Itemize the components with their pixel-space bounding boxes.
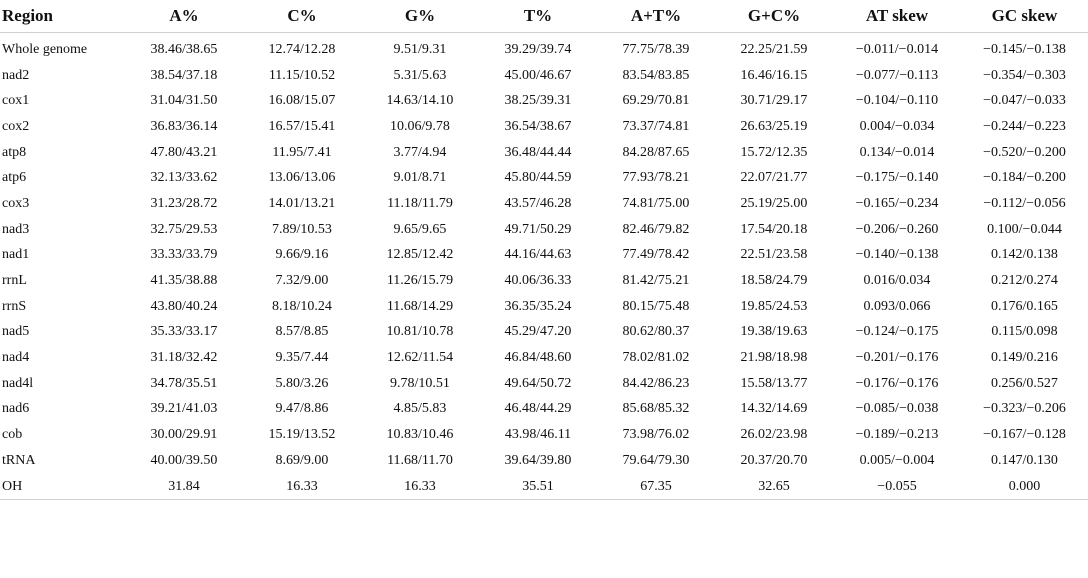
value-cell: 45.29/47.20 xyxy=(504,324,572,340)
column-header: Region xyxy=(0,0,125,33)
value-cell: 15.72/12.35 xyxy=(740,144,808,160)
value-cell: 16.33 xyxy=(361,474,479,500)
region-cell: nad6 xyxy=(2,401,30,417)
value-cell: 5.31/5.63 xyxy=(393,67,447,83)
value-cell: 31.23/28.72 xyxy=(150,195,218,211)
table-row xyxy=(0,63,1088,89)
column-header: GC skew xyxy=(961,0,1088,33)
value-cell: 38.54/37.18 xyxy=(150,67,218,83)
value-cell: −0.167/−0.128 xyxy=(983,427,1066,443)
value-cell: 80.15/75.48 xyxy=(622,298,690,314)
value-cell: 5.80/3.26 xyxy=(275,375,329,391)
table-row xyxy=(0,474,1088,500)
value-cell: 0.212/0.274 xyxy=(991,273,1058,289)
value-cell: −0.189/−0.213 xyxy=(855,427,939,443)
column-header: A% xyxy=(125,0,243,33)
value-cell: 21.98/18.98 xyxy=(740,350,808,366)
value-cell: 13.06/13.06 xyxy=(268,170,336,186)
value-cell: 22.07/21.77 xyxy=(740,170,808,186)
value-cell: 11.18/11.79 xyxy=(387,195,453,211)
value-cell: 8.57/8.85 xyxy=(275,324,329,340)
value-cell: 16.57/15.41 xyxy=(268,118,336,134)
value-cell: 8.69/9.00 xyxy=(275,452,329,468)
value-cell: 9.35/7.44 xyxy=(275,350,329,366)
region-cell: nad4 xyxy=(2,350,30,366)
table-row xyxy=(0,33,1088,63)
table-row xyxy=(0,243,1088,269)
region-cell: OH xyxy=(0,474,125,500)
region-cell: cox3 xyxy=(2,195,30,211)
column-header: G+C% xyxy=(715,0,833,33)
value-cell: 49.71/50.29 xyxy=(504,221,572,237)
value-cell: 20.37/20.70 xyxy=(740,452,808,468)
value-cell: 77.49/78.42 xyxy=(622,247,690,263)
value-cell: 32.13/33.62 xyxy=(150,170,218,186)
region-cell: Whole genome xyxy=(2,41,88,57)
column-header: AT skew xyxy=(833,0,961,33)
value-cell: −0.104/−0.110 xyxy=(855,93,939,109)
value-cell: 41.35/38.88 xyxy=(150,273,218,289)
value-cell: 40.06/36.33 xyxy=(504,273,572,289)
table-row xyxy=(0,397,1088,423)
value-cell: 0.176/0.165 xyxy=(991,298,1058,314)
value-cell: −0.175/−0.140 xyxy=(855,170,939,186)
value-cell: −0.165/−0.234 xyxy=(855,195,939,211)
value-cell: 73.37/74.81 xyxy=(622,118,690,134)
value-cell: 16.46/16.15 xyxy=(740,67,808,83)
table-row xyxy=(0,422,1088,448)
value-cell: 80.62/80.37 xyxy=(622,324,690,340)
value-cell: 15.58/13.77 xyxy=(740,375,808,391)
value-cell: 78.02/81.02 xyxy=(622,350,690,366)
value-cell: 0.016/0.034 xyxy=(863,273,931,289)
value-cell: 0.134/−0.014 xyxy=(859,144,935,160)
value-cell: −0.011/−0.014 xyxy=(855,41,939,57)
value-cell: −0.140/−0.138 xyxy=(855,247,939,263)
value-cell: 43.98/46.11 xyxy=(504,427,572,443)
value-cell: 45.80/44.59 xyxy=(504,170,572,186)
table-row xyxy=(0,320,1088,346)
value-cell: 9.01/8.71 xyxy=(393,170,447,186)
value-cell: 36.54/38.67 xyxy=(504,118,572,134)
value-cell: 38.46/38.65 xyxy=(150,41,218,57)
value-cell: −0.085/−0.038 xyxy=(855,401,939,417)
value-cell: 22.25/21.59 xyxy=(740,41,808,57)
region-cell: nad5 xyxy=(2,324,30,340)
column-header: A+T% xyxy=(597,0,715,33)
value-cell: 0.093/0.066 xyxy=(863,298,931,314)
table-header xyxy=(0,0,1088,33)
value-cell: 0.115/0.098 xyxy=(991,324,1058,340)
value-cell: 7.89/10.53 xyxy=(272,221,332,237)
value-cell: 77.93/78.21 xyxy=(622,170,690,186)
value-cell: −0.077/−0.113 xyxy=(855,67,939,83)
value-cell: 46.48/44.29 xyxy=(504,401,572,417)
value-cell: 14.01/13.21 xyxy=(268,195,336,211)
value-cell: 39.21/41.03 xyxy=(150,401,218,417)
value-cell: 84.42/86.23 xyxy=(622,375,690,391)
table-row xyxy=(0,88,1088,114)
value-cell: 44.16/44.63 xyxy=(504,247,572,263)
value-cell: 10.06/9.78 xyxy=(390,118,450,134)
value-cell: 10.81/10.78 xyxy=(386,324,454,340)
header-row xyxy=(0,0,1088,33)
value-cell: 26.02/23.98 xyxy=(740,427,808,443)
value-cell: 0.005/−0.004 xyxy=(859,452,935,468)
column-header: T% xyxy=(479,0,597,33)
value-cell: 39.29/39.74 xyxy=(504,41,572,57)
value-cell: −0.354/−0.303 xyxy=(983,67,1066,83)
value-cell: 9.78/10.51 xyxy=(390,375,450,391)
value-cell: −0.055 xyxy=(833,474,961,500)
region-cell: cob xyxy=(2,427,23,443)
value-cell: 49.64/50.72 xyxy=(504,375,572,391)
region-cell: nad4l xyxy=(2,375,34,391)
value-cell: 12.62/11.54 xyxy=(386,350,454,366)
value-cell: 69.29/70.81 xyxy=(622,93,690,109)
value-cell: 46.84/48.60 xyxy=(504,350,572,366)
value-cell: 47.80/43.21 xyxy=(150,144,218,160)
value-cell: 0.142/0.138 xyxy=(991,247,1058,263)
value-cell: 9.51/9.31 xyxy=(393,41,447,57)
table-row xyxy=(0,345,1088,371)
value-cell: 11.26/15.79 xyxy=(386,273,454,289)
value-cell: 43.57/46.28 xyxy=(504,195,572,211)
region-cell: rrnS xyxy=(2,298,27,314)
value-cell: −0.184/−0.200 xyxy=(983,170,1066,186)
value-cell: −0.176/−0.176 xyxy=(855,375,939,391)
value-cell: 17.54/20.18 xyxy=(740,221,808,237)
value-cell: −0.323/−0.206 xyxy=(983,401,1066,417)
value-cell: 18.58/24.79 xyxy=(740,273,808,289)
value-cell: −0.124/−0.175 xyxy=(855,324,939,340)
value-cell: 30.71/29.17 xyxy=(740,93,808,109)
column-header: C% xyxy=(243,0,361,33)
value-cell: 30.00/29.91 xyxy=(150,427,218,443)
value-cell: 35.33/33.17 xyxy=(150,324,218,340)
table-row xyxy=(0,294,1088,320)
value-cell: 11.95/7.41 xyxy=(272,144,332,160)
region-cell: atp8 xyxy=(2,144,27,160)
value-cell: 35.51 xyxy=(479,474,597,500)
value-cell: −0.145/−0.138 xyxy=(983,41,1066,57)
value-cell: 12.85/12.42 xyxy=(386,247,454,263)
value-cell: 0.000 xyxy=(961,474,1088,500)
value-cell: 15.19/13.52 xyxy=(268,427,336,443)
value-cell: 4.85/5.83 xyxy=(393,401,447,417)
value-cell: 84.28/87.65 xyxy=(622,144,690,160)
value-cell: 9.47/8.86 xyxy=(275,401,329,417)
region-cell: rrnL xyxy=(2,273,27,289)
value-cell: 3.77/4.94 xyxy=(393,144,447,160)
value-cell: 14.63/14.10 xyxy=(386,93,454,109)
table-body xyxy=(0,33,1088,500)
value-cell: 73.98/76.02 xyxy=(622,427,690,443)
value-cell: 39.64/39.80 xyxy=(504,452,572,468)
value-cell: 38.25/39.31 xyxy=(504,93,572,109)
column-header: G% xyxy=(361,0,479,33)
value-cell: 32.65 xyxy=(715,474,833,500)
value-cell: 8.18/10.24 xyxy=(272,298,332,314)
table-row xyxy=(0,114,1088,140)
value-cell: 11.68/11.70 xyxy=(387,452,453,468)
region-cell: nad2 xyxy=(2,67,30,83)
value-cell: 40.00/39.50 xyxy=(150,452,218,468)
value-cell: −0.112/−0.056 xyxy=(983,195,1066,211)
value-cell: 9.65/9.65 xyxy=(393,221,447,237)
value-cell: 9.66/9.16 xyxy=(275,247,329,263)
value-cell: 31.84 xyxy=(125,474,243,500)
region-cell: cox2 xyxy=(2,118,30,134)
value-cell: 0.149/0.216 xyxy=(991,350,1058,366)
value-cell: 36.48/44.44 xyxy=(504,144,572,160)
value-cell: 85.68/85.32 xyxy=(622,401,690,417)
table-row xyxy=(0,140,1088,166)
value-cell: 31.04/31.50 xyxy=(150,93,218,109)
value-cell: 0.004/−0.034 xyxy=(859,118,935,134)
value-cell: 77.75/78.39 xyxy=(622,41,690,57)
region-cell: nad1 xyxy=(2,247,30,263)
value-cell: 32.75/29.53 xyxy=(150,221,218,237)
table-row xyxy=(0,165,1088,191)
table-row xyxy=(0,448,1088,474)
value-cell: 26.63/25.19 xyxy=(740,118,808,134)
value-cell: 11.15/10.52 xyxy=(268,67,336,83)
value-cell: 83.54/83.85 xyxy=(622,67,690,83)
value-cell: 7.32/9.00 xyxy=(275,273,329,289)
value-cell: 14.32/14.69 xyxy=(740,401,808,417)
value-cell: 43.80/40.24 xyxy=(150,298,218,314)
region-cell: cox1 xyxy=(2,93,30,109)
value-cell: 0.100/−0.044 xyxy=(987,221,1062,237)
table-row xyxy=(0,371,1088,397)
value-cell: 25.19/25.00 xyxy=(740,195,808,211)
value-cell: 12.74/12.28 xyxy=(268,41,336,57)
value-cell: 82.46/79.82 xyxy=(622,221,690,237)
value-cell: 31.18/32.42 xyxy=(150,350,218,366)
value-cell: 74.81/75.00 xyxy=(622,195,690,211)
value-cell: 11.68/14.29 xyxy=(386,298,454,314)
value-cell: 79.64/79.30 xyxy=(622,452,690,468)
value-cell: 45.00/46.67 xyxy=(504,67,572,83)
region-cell: atp6 xyxy=(2,170,27,186)
value-cell: 0.147/0.130 xyxy=(991,452,1058,468)
value-cell: 19.85/24.53 xyxy=(740,298,808,314)
value-cell: 67.35 xyxy=(597,474,715,500)
value-cell: 22.51/23.58 xyxy=(740,247,808,263)
region-cell: tRNA xyxy=(2,452,36,468)
value-cell: 16.33 xyxy=(243,474,361,500)
table-row xyxy=(0,217,1088,243)
value-cell: 19.38/19.63 xyxy=(740,324,808,340)
table-row xyxy=(0,191,1088,217)
value-cell: 81.42/75.21 xyxy=(622,273,690,289)
value-cell: 10.83/10.46 xyxy=(386,427,454,443)
value-cell: −0.206/−0.260 xyxy=(855,221,939,237)
value-cell: −0.520/−0.200 xyxy=(983,144,1066,160)
value-cell: −0.244/−0.223 xyxy=(983,118,1066,134)
table-row xyxy=(0,268,1088,294)
value-cell: 0.256/0.527 xyxy=(991,375,1058,391)
value-cell: 34.78/35.51 xyxy=(150,375,218,391)
value-cell: 16.08/15.07 xyxy=(268,93,336,109)
value-cell: −0.201/−0.176 xyxy=(855,350,939,366)
value-cell: 33.33/33.79 xyxy=(150,247,218,263)
value-cell: −0.047/−0.033 xyxy=(983,93,1066,109)
value-cell: 36.83/36.14 xyxy=(150,118,218,134)
region-cell: nad3 xyxy=(2,221,30,237)
value-cell: 36.35/35.24 xyxy=(504,298,572,314)
